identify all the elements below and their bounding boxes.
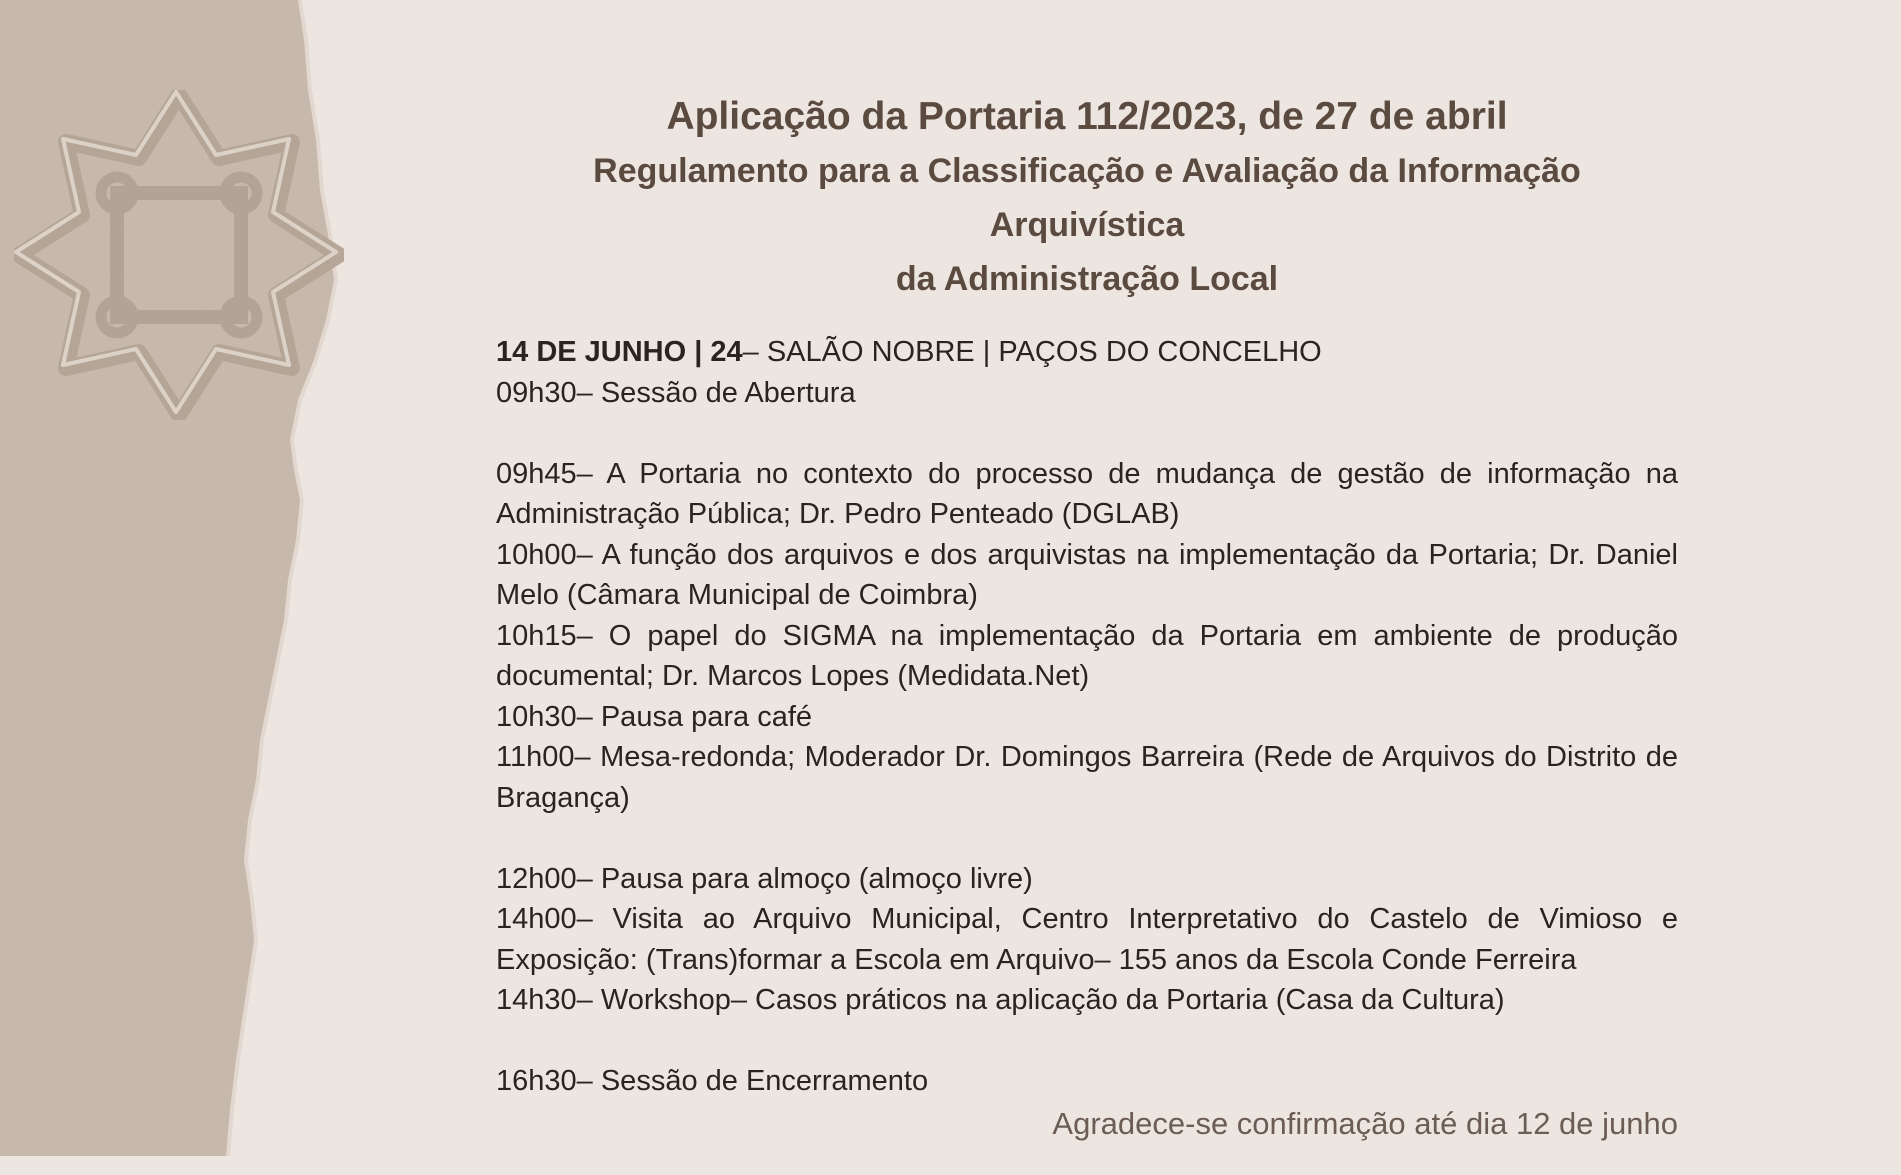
schedule-text: – Mesa-redonda; Moderador Dr. Domingos Barreira (Rede de Arquivos do Distrito de Bragança) (496, 741, 1678, 814)
page-title: Aplicação da Portaria 112/2023, de 27 de abril (666, 95, 1508, 138)
schedule-item (496, 980, 1678, 1021)
schedule-time: 14h30 (496, 984, 577, 1016)
spacer (496, 1021, 1678, 1062)
schedule-text: – Sessão de Encerramento (576, 1065, 929, 1097)
program-content (496, 90, 1678, 1175)
schedule-item (496, 1061, 1678, 1102)
schedule-time: 16h30 (496, 1065, 577, 1097)
schedule-item (496, 737, 1678, 818)
schedule-item (496, 616, 1678, 697)
schedule-item (496, 373, 1678, 414)
schedule (496, 332, 1678, 1102)
rsvp-note: Agradece-se confirmação até dia 12 de junho (1052, 1105, 1678, 1141)
schedule-time: 10h30 (496, 700, 577, 733)
schedule-time: 10h15 (496, 619, 577, 652)
subtitle-line-2: da Administração Local (895, 260, 1279, 298)
schedule-text: – A função dos arquivos e dos arquivistas na implementação da Portaria; Dr. Daniel Melo (Câmara Municipal de Coimbra) (496, 538, 1678, 611)
schedule-time: 10h00 (496, 538, 577, 571)
schedule-text: – Sessão de Abertura (576, 376, 856, 409)
schedule-text: – Pausa para almoço (almoço livre) (576, 862, 1033, 895)
schedule-item (496, 454, 1678, 535)
event-date: 14 DE JUNHO | 24 (496, 336, 743, 368)
schedule-item (496, 899, 1678, 980)
schedule-text: – O papel do SIGMA na implementação da Portaria em ambiente de produção documental; Dr. Marcos Lopes (Medidata.Net) (496, 619, 1678, 692)
schedule-time: 11h00 (496, 741, 575, 773)
schedule-time: 12h00 (496, 862, 577, 895)
event-venue: – SALÃO NOBRE | PAÇOS DO CONCELHO (742, 336, 1322, 368)
event-date-venue (496, 332, 1678, 373)
schedule-time: 09h30 (496, 376, 577, 409)
schedule-text: – Visita ao Arquivo Municipal, Centro Interpretativo do Castelo de Vimioso e Exposição: (Trans)formar a Escola em Arquivo– 155 anos da Escola Conde Ferreira (496, 903, 1678, 976)
schedule-text: – Pausa para café (576, 700, 813, 733)
castle-star-emblem-icon (14, 90, 344, 420)
subtitle-line-1: Regulamento para a Classificação e Avaliação da Informação Arquivística (593, 152, 1581, 244)
schedule-item (496, 697, 1678, 738)
schedule-text: – A Portaria no contexto do processo de mudança de gestão de informação na Administração Pública; Dr. Pedro Penteado (DGLAB) (496, 457, 1678, 530)
spacer (496, 818, 1678, 859)
schedule-text: – Workshop– Casos práticos na aplicação da Portaria (Casa da Cultura) (576, 984, 1505, 1016)
schedule-time: 09h45 (496, 457, 577, 490)
schedule-item (496, 535, 1678, 616)
schedule-time: 14h00 (496, 903, 577, 935)
spacer (496, 413, 1678, 454)
schedule-item (496, 859, 1678, 900)
